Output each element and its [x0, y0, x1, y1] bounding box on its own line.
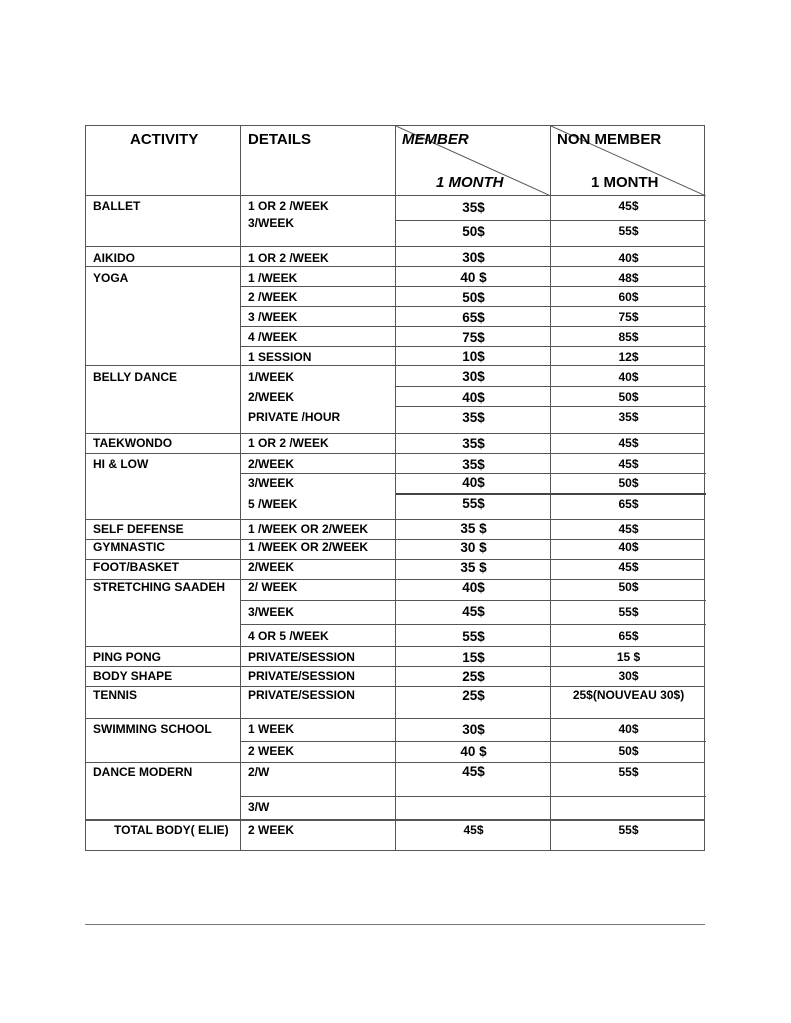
detail-text: 1 OR 2 /WEEK	[248, 251, 329, 265]
non-member-price: 60$	[618, 290, 639, 304]
detail-text: 1 /WEEK OR 2/WEEK	[248, 522, 369, 536]
activity-name: TOTAL BODY( ELIE)	[114, 823, 229, 837]
member-price: 35 $	[460, 560, 487, 575]
footer-rule	[85, 924, 705, 925]
non-member-price: 45$	[618, 522, 639, 536]
detail-text: 1 OR 2 /WEEK	[248, 199, 329, 213]
non-member-price: 50$	[618, 476, 639, 490]
activity-name: BODY SHAPE	[93, 669, 173, 683]
non-member-price: 30$	[618, 669, 639, 683]
group-body-shape	[86, 666, 704, 686]
group-belly-dance	[86, 365, 704, 433]
activity-name: YOGA	[93, 271, 129, 285]
non-member-price: 50$	[618, 580, 639, 594]
group-ping-pong	[86, 646, 704, 666]
member-price: 40$	[462, 475, 485, 490]
row-divider	[396, 406, 706, 407]
member-price: 40$	[462, 580, 485, 595]
non-member-price: 40$	[618, 251, 639, 265]
member-price: 45$	[462, 764, 485, 779]
member-price: 40 $	[460, 744, 487, 759]
group-gymnastic	[86, 539, 704, 559]
member-price: 10$	[462, 349, 485, 364]
group-yoga	[86, 266, 704, 365]
detail-text: 4 OR 5 /WEEK	[248, 629, 329, 643]
non-member-price: 35$	[618, 410, 639, 424]
member-price: 15$	[462, 650, 485, 665]
activity-name: SWIMMING SCHOOL	[93, 722, 212, 736]
member-price: 30$	[462, 369, 485, 384]
group-foot-basket	[86, 559, 704, 579]
non-member-price: 25$(NOUVEAU 30$)	[572, 688, 685, 702]
row-divider	[396, 220, 706, 221]
member-price: 35$	[462, 410, 485, 425]
activity-name: TENNIS	[93, 688, 138, 702]
member-price: 35$	[462, 200, 485, 215]
detail-text: 2/ WEEK	[248, 580, 298, 594]
non-member-price: 50$	[618, 744, 639, 758]
group-ballet	[86, 196, 704, 246]
non-member-price: 45$	[618, 457, 639, 471]
row-divider	[241, 600, 706, 601]
non-member-price: 45$	[618, 436, 639, 450]
group-dance-modern	[86, 762, 704, 819]
member-price: 35$	[462, 436, 485, 451]
header-member: MEMBER	[402, 131, 469, 148]
activity-name: STRETCHING SAADEH	[93, 580, 226, 594]
non-member-price: 45$	[618, 199, 639, 213]
member-price: 40$	[462, 390, 485, 405]
detail-text: 1 /WEEK	[248, 271, 298, 285]
non-member-price: 65$	[618, 629, 639, 643]
non-member-price: 55$	[618, 605, 639, 619]
group-swimming-school	[86, 718, 704, 762]
non-member-price: 65$	[618, 497, 639, 511]
detail-text: 3 /WEEK	[248, 310, 298, 324]
activity-name: FOOT/BASKET	[93, 560, 179, 574]
non-member-price: 48$	[618, 271, 639, 285]
activity-name: SELF DEFENSE	[93, 522, 184, 536]
header-non-member-cell	[551, 126, 706, 196]
detail-text: 2 WEEK	[248, 823, 295, 837]
member-price: 30$	[462, 250, 485, 265]
member-price: 50$	[462, 224, 485, 239]
member-price: 30$	[462, 722, 485, 737]
row-divider	[241, 741, 706, 742]
detail-text: 1 OR 2 /WEEK	[248, 436, 329, 450]
row-divider	[241, 346, 706, 347]
non-member-price: 40$	[618, 540, 639, 554]
detail-text: 3/WEEK	[248, 605, 295, 619]
detail-text: 2/WEEK	[248, 457, 295, 471]
activity-name: DANCE MODERN	[93, 765, 193, 779]
detail-text: 2/WEEK	[248, 390, 295, 404]
member-price: 35 $	[460, 521, 487, 536]
group-tennis	[86, 686, 704, 718]
detail-text: 2/W	[248, 765, 270, 779]
detail-text: 1/WEEK	[248, 370, 295, 384]
non-member-price: 45$	[618, 560, 639, 574]
detail-text: PRIVATE/SESSION	[248, 669, 355, 683]
non-member-price: 55$	[618, 765, 639, 779]
detail-text: 2 /WEEK	[248, 290, 298, 304]
activity-name: BALLET	[93, 199, 141, 213]
detail-text: 2 WEEK	[248, 744, 295, 758]
row-divider	[396, 386, 706, 387]
non-member-price: 75$	[618, 310, 639, 324]
group-hi-and-low	[86, 453, 704, 519]
group-stretching-saadeh	[86, 579, 704, 646]
non-member-price: 85$	[618, 330, 639, 344]
row-divider	[396, 493, 706, 495]
detail-text: 1 WEEK	[248, 722, 295, 736]
non-member-price: 12$	[618, 350, 639, 364]
header-non-member-period: 1 MONTH	[591, 174, 659, 191]
detail-text: 3/WEEK	[248, 216, 295, 230]
member-price: 45$	[462, 604, 485, 619]
group-taekwondo	[86, 433, 704, 453]
header-non-member: NON MEMBER	[557, 131, 662, 148]
detail-text: PRIVATE/SESSION	[248, 650, 355, 664]
member-price: 40 $	[460, 270, 487, 285]
detail-text: 4 /WEEK	[248, 330, 298, 344]
member-price: 55$	[462, 629, 485, 644]
member-price: 65$	[462, 310, 485, 325]
table-header	[86, 126, 704, 196]
price-table	[85, 125, 705, 851]
non-member-price: 55$	[618, 224, 639, 238]
member-price: 55$	[462, 496, 485, 511]
member-price: 25$	[462, 669, 485, 684]
member-price: 50$	[462, 290, 485, 305]
row-divider	[241, 473, 706, 474]
detail-text: 2/WEEK	[248, 560, 295, 574]
detail-text: 3/W	[248, 800, 270, 814]
detail-text: PRIVATE /HOUR	[248, 410, 341, 424]
non-member-price: 15 $	[616, 650, 641, 664]
detail-text: 5 /WEEK	[248, 497, 298, 511]
group-aikido	[86, 246, 704, 266]
header-member-period: 1 MONTH	[436, 174, 504, 191]
row-divider	[241, 306, 706, 307]
header-activity: ACTIVITY	[130, 131, 199, 148]
header-member-cell	[396, 126, 551, 196]
group-self-defense	[86, 519, 704, 539]
detail-text: 1 /WEEK OR 2/WEEK	[248, 540, 369, 554]
group-total-body	[86, 819, 704, 852]
activity-name: HI & LOW	[93, 457, 149, 471]
non-member-price: 50$	[618, 390, 639, 404]
row-divider	[241, 796, 706, 797]
member-price: 25$	[462, 688, 485, 703]
row-divider	[241, 624, 706, 625]
non-member-price: 40$	[618, 370, 639, 384]
header-details: DETAILS	[248, 131, 312, 148]
detail-text: PRIVATE/SESSION	[248, 688, 355, 702]
member-price: 30 $	[460, 540, 487, 555]
detail-text: 1 SESSION	[248, 350, 312, 364]
activity-name: PING PONG	[93, 650, 162, 664]
non-member-price: 55$	[618, 823, 639, 837]
activity-name: TAEKWONDO	[93, 436, 173, 450]
detail-text: 3/WEEK	[248, 476, 295, 490]
member-price: 45$	[463, 823, 484, 837]
member-price: 35$	[462, 457, 485, 472]
member-price: 75$	[462, 330, 485, 345]
non-member-price: 40$	[618, 722, 639, 736]
row-divider	[241, 286, 706, 287]
activity-name: AIKIDO	[93, 251, 135, 265]
row-divider	[241, 326, 706, 327]
activity-name: BELLY DANCE	[93, 370, 178, 384]
activity-name: GYMNASTIC	[93, 540, 165, 554]
